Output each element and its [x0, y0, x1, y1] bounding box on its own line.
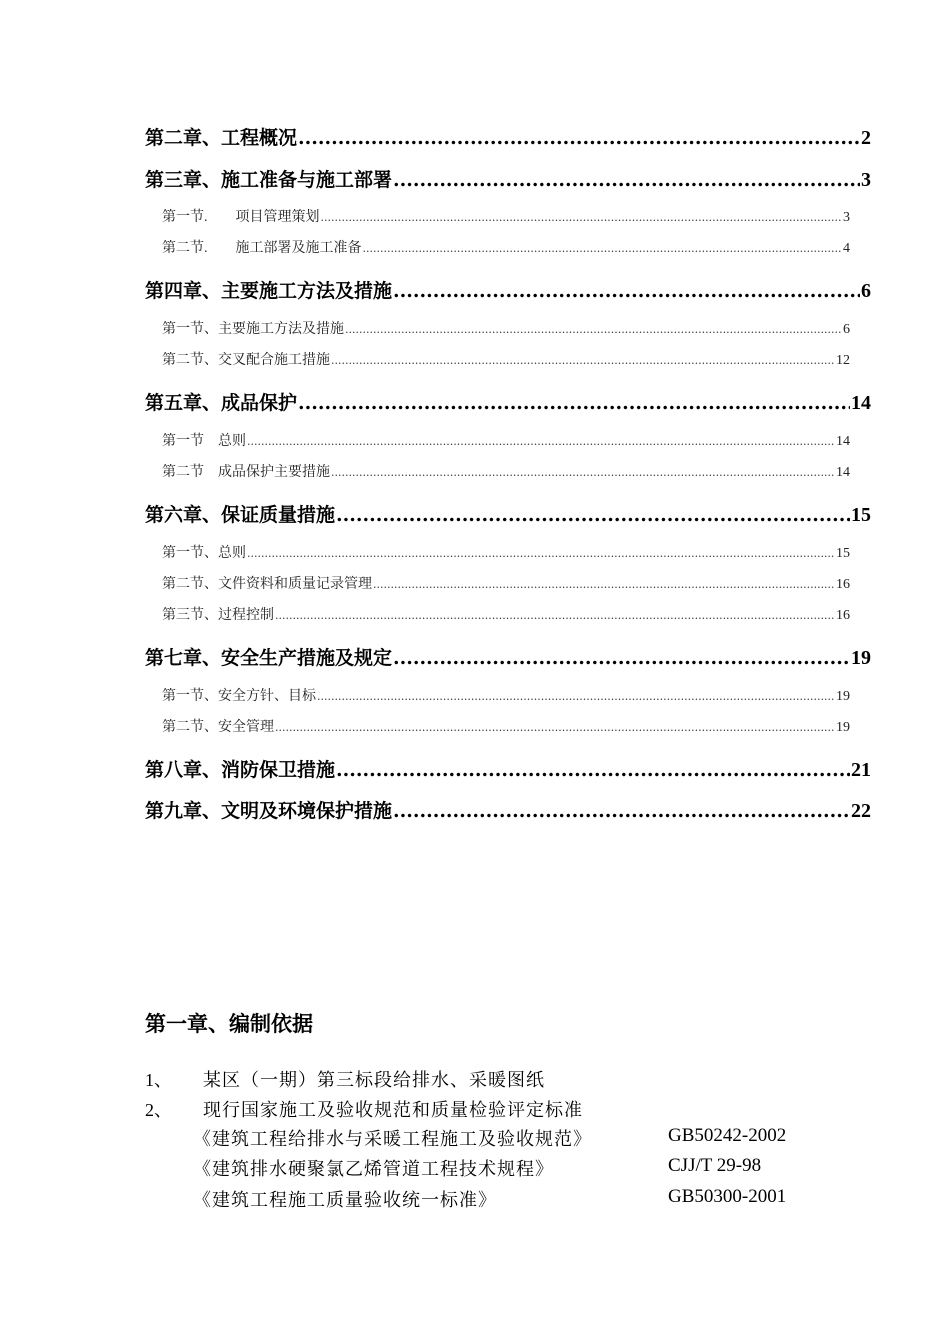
toc-page-number: 19 [851, 647, 871, 669]
toc-chapter-title: 第六章、保证质量措施 [145, 504, 336, 526]
toc-leader-dots [247, 547, 835, 560]
toc-section[interactable] [162, 542, 850, 562]
toc-leader-dots [321, 211, 843, 224]
toc-leader-dots [393, 169, 860, 191]
toc-leader-dots [275, 609, 835, 622]
toc-section-label: 第二节、安全管理 [162, 720, 274, 735]
toc-section[interactable] [162, 685, 850, 705]
toc-section-label: 第二节、交叉配合施工措施 [162, 353, 330, 368]
toc-leader-dots [331, 354, 835, 367]
toc-chapter-title: 第四章、主要施工方法及措施 [145, 280, 393, 302]
toc-chapter-title: 第五章、成品保护 [145, 392, 298, 414]
toc-leader-dots [247, 435, 835, 448]
toc-page-number: 6 [861, 280, 871, 302]
toc-page-number: 12 [836, 353, 850, 368]
toc-section-label: 第一节、主要施工方法及措施 [162, 322, 344, 337]
toc-page-number: 21 [851, 759, 871, 781]
toc-page-number: 3 [843, 210, 850, 225]
standard-name: 《建筑工程施工质量验收统一标准》 [193, 1190, 497, 1211]
toc-chapter-9[interactable] [145, 796, 871, 823]
toc-page-number: 16 [836, 608, 850, 623]
toc-page-number: 19 [836, 720, 850, 735]
toc-section-label: 第二节. 施工部署及施工准备 [162, 241, 362, 256]
toc-section[interactable] [162, 604, 850, 624]
toc-leader-dots [317, 690, 835, 703]
toc-leader-dots [393, 800, 850, 822]
toc-chapter-3[interactable] [145, 165, 871, 192]
toc-leader-dots [298, 127, 860, 149]
toc-leader-dots [393, 280, 860, 302]
toc-section-label: 第二节 成品保护主要措施 [162, 465, 330, 480]
toc-page-number: 3 [861, 169, 871, 191]
toc-chapter-title: 第九章、文明及环境保护措施 [145, 800, 393, 822]
toc-section[interactable] [162, 206, 850, 226]
toc-chapter-5[interactable] [145, 388, 871, 415]
toc-section-label: 第一节、总则 [162, 546, 246, 561]
item-text: 现行国家施工及验收规范和质量检验评定标准 [203, 1100, 583, 1121]
toc-chapter-title: 第七章、安全生产措施及规定 [145, 647, 393, 669]
toc-leader-dots [373, 578, 835, 591]
toc-leader-dots [345, 323, 842, 336]
toc-chapter-title: 第三章、施工准备与施工部署 [145, 169, 393, 191]
toc-page-number: 16 [836, 577, 850, 592]
toc-section[interactable] [162, 716, 850, 736]
toc-page-number: 2 [861, 127, 871, 149]
toc-section[interactable] [162, 349, 850, 369]
toc-page-number: 22 [851, 800, 871, 822]
standard-code: GB50242-2002 [668, 1125, 787, 1146]
toc-page-number: 4 [843, 241, 850, 256]
toc-section[interactable] [162, 573, 850, 593]
toc-page-number: 15 [851, 504, 871, 526]
toc-page-number: 19 [836, 689, 850, 704]
toc-section[interactable] [162, 430, 850, 450]
basis-item-2 [145, 1096, 583, 1122]
toc-section[interactable] [162, 461, 850, 481]
toc-chapter-7[interactable] [145, 643, 871, 670]
toc-chapter-8[interactable] [145, 755, 871, 782]
toc-section[interactable] [162, 237, 850, 257]
toc-leader-dots [298, 392, 850, 414]
toc-chapter-title: 第八章、消防保卫措施 [145, 759, 336, 781]
toc-section-label: 第一节 总则 [162, 434, 246, 449]
standard-code: GB50300-2001 [668, 1186, 787, 1207]
toc-page-number: 15 [836, 546, 850, 561]
standard-name: 《建筑工程给排水与采暖工程施工及验收规范》 [193, 1129, 592, 1150]
toc-leader-dots [336, 759, 850, 781]
toc-section-label: 第一节、安全方针、目标 [162, 689, 316, 704]
item-text: 某区（一期）第三标段给排水、采暖图纸 [203, 1070, 545, 1091]
toc-page-number: 14 [851, 392, 871, 414]
toc-leader-dots [275, 721, 835, 734]
toc-leader-dots [393, 647, 850, 669]
standard-code: CJJ/T 29-98 [668, 1155, 762, 1176]
item-number: 2、 [145, 1100, 172, 1120]
basis-item-1 [145, 1066, 545, 1092]
toc-section-label: 第二节、文件资料和质量记录管理 [162, 577, 372, 592]
toc-page-number: 14 [836, 434, 850, 449]
toc-page-number: 6 [843, 322, 850, 337]
item-number: 1、 [145, 1070, 172, 1090]
toc-chapter-title: 第二章、工程概况 [145, 127, 298, 149]
toc-leader-dots [336, 504, 850, 526]
toc-chapter-6[interactable] [145, 500, 871, 527]
toc-section-label: 第一节. 项目管理策划 [162, 210, 320, 225]
toc-leader-dots [331, 466, 835, 479]
toc-chapter-4[interactable] [145, 276, 871, 303]
toc-section-label: 第三节、过程控制 [162, 608, 274, 623]
standard-name: 《建筑排水硬聚氯乙烯管道工程技术规程》 [193, 1159, 554, 1180]
toc-leader-dots [363, 242, 843, 255]
toc-page-number: 14 [836, 465, 850, 480]
chapter-heading: 第一章、编制依据 [145, 1011, 313, 1036]
toc-chapter-2[interactable] [145, 123, 871, 150]
toc-section[interactable] [162, 318, 850, 338]
